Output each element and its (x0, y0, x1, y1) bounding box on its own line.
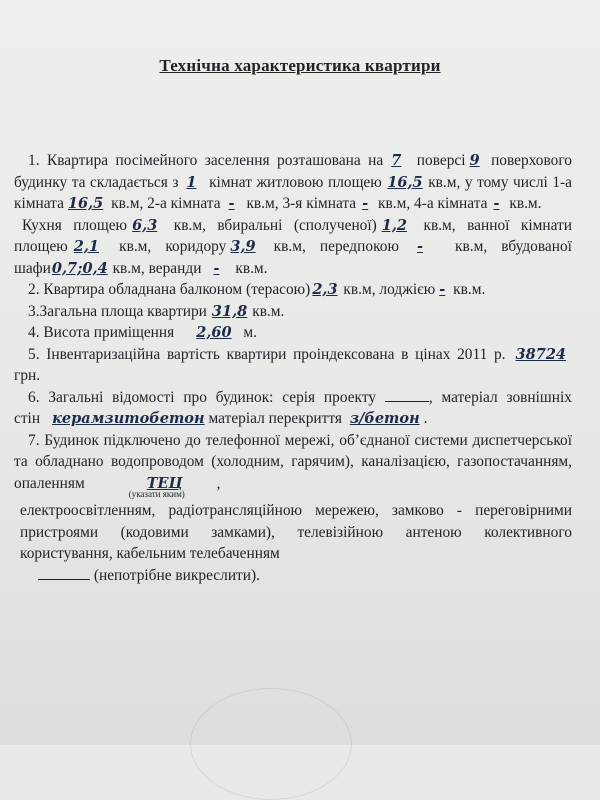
s2-text-c: кв.м. (453, 281, 486, 298)
s7-text-d: (непотрібне викреслити). (93, 566, 260, 584)
heating-hint: (указати яким) (128, 488, 185, 499)
s1b-text-a: Кухня площею (22, 216, 128, 234)
inventory-value: 38724 (515, 345, 566, 363)
s1-text-f: кв.м, 2-а кімната (111, 195, 221, 212)
ceiling-material-value: з/бетон (349, 410, 420, 427)
s1-text-c: поверхового будинку та складається з (14, 152, 572, 191)
s5-text-b: грн. (14, 367, 41, 384)
heating-value: ТЕЦ (146, 474, 183, 492)
veranda-value: - (213, 259, 220, 277)
room2-value: - (228, 195, 235, 212)
section-1b-paragraph (14, 215, 572, 280)
s1-text-i: кв.м. (509, 195, 542, 212)
section-2-paragraph (14, 279, 572, 301)
document-title: Технічна характеристика квартири (159, 56, 441, 75)
s1-text-d: кімнат житловою площею (209, 173, 382, 191)
s4-text-b: м. (243, 324, 258, 341)
faded-stamp (190, 688, 352, 800)
section-5-paragraph (14, 344, 572, 387)
s4-text-a: 4. Висота приміщення (28, 324, 175, 341)
s6-text-d: . (423, 410, 428, 427)
room4-value: - (493, 195, 500, 212)
rooms-value: 1 (186, 173, 197, 191)
heating-field (85, 473, 217, 499)
floor-value: 7 (391, 152, 402, 169)
wall-material-value: керамзитобетон (52, 410, 205, 427)
floors-total-value: 9 (469, 152, 480, 169)
room3-value: - (362, 195, 369, 212)
s6-text-c: матеріал перекриття (208, 410, 342, 427)
s7-text-b: , (216, 474, 221, 492)
s1b-text-h: кв.м. (235, 259, 268, 277)
bath-value: 2,1 (73, 238, 100, 255)
loggia-value: - (439, 281, 446, 298)
height-value: 2,60 (196, 324, 232, 341)
s2-text-a: 2. Квартира обладнана балконом (терасою) (28, 281, 311, 298)
s1-text-e: кв.м, у тому числі 1-а кімната (14, 173, 572, 212)
corridor-value: 3,9 (230, 238, 256, 255)
s6-text-b: , матеріал зовнішніх стін (14, 388, 572, 427)
s1-text-g: кв.м, 3-я кімната (246, 195, 357, 212)
balcony-value: 2,3 (312, 281, 338, 298)
s1b-text-f: кв.м, вбудованої шафи (14, 238, 572, 277)
s1-text-h: кв.м, 4-а кімната (378, 195, 488, 212)
section-3-paragraph (14, 301, 572, 323)
section-1-paragraph (14, 150, 572, 215)
s1b-text-e: кв.м, передпокою (273, 238, 399, 255)
s1b-text-d: кв.м, коридору (119, 238, 227, 255)
closet-value: 0,7;0,4 (51, 259, 108, 277)
total-area-value: 31,8 (211, 302, 248, 320)
s1-text-a: 1. Квартира посімейного заселення розташована на (28, 152, 384, 169)
toilet-value: 1,2 (381, 216, 408, 234)
s3-text-b: кв.м. (252, 302, 285, 320)
s2-text-b: кв.м, лоджією (343, 281, 436, 298)
hall-value: - (416, 238, 423, 255)
room1-value: 16,5 (67, 195, 104, 212)
s1b-text-g: кв.м, веранди (112, 259, 202, 277)
section-7-paragraph (14, 430, 572, 499)
cable-tv-blank (38, 565, 90, 580)
section-6-paragraph (14, 387, 572, 430)
project-series-blank (385, 387, 429, 402)
kitchen-value: 6,3 (132, 216, 158, 234)
s1b-text-c: кв.м, ванної кімнати площею (14, 216, 572, 255)
document-body (14, 150, 572, 586)
s1-text-b: поверсі (416, 152, 466, 169)
s3-text-a: 3.Загальна площа квартири (28, 302, 207, 320)
s5-text-a: 5. Інвентаризаційна вартість квартири проіндексована в цінах 2011 р. (28, 345, 506, 363)
s7-text-c: електроосвітленням, радіотрансляційною мережею, замково - переговірними пристроями (кодовими замками), телевізійною антеною колективного користування, кабельним телебаченням (20, 502, 572, 562)
s7-text-a: 7. Будинок підключено до телефонної мережі, об’єднаної системи диспетчерської та обладнано водопроводом (холодним, гарячим), каналізацією, газопостачанням, опаленням (14, 431, 572, 492)
s6-text-a: 6. Загальні відомості про будинок: серія проекту (28, 388, 377, 406)
section-7-continued (14, 500, 572, 586)
section-4-paragraph (14, 322, 572, 344)
s1b-text-b: кв.м, вбиральні (сполученої) (173, 216, 377, 234)
living-area-value: 16,5 (387, 173, 423, 191)
